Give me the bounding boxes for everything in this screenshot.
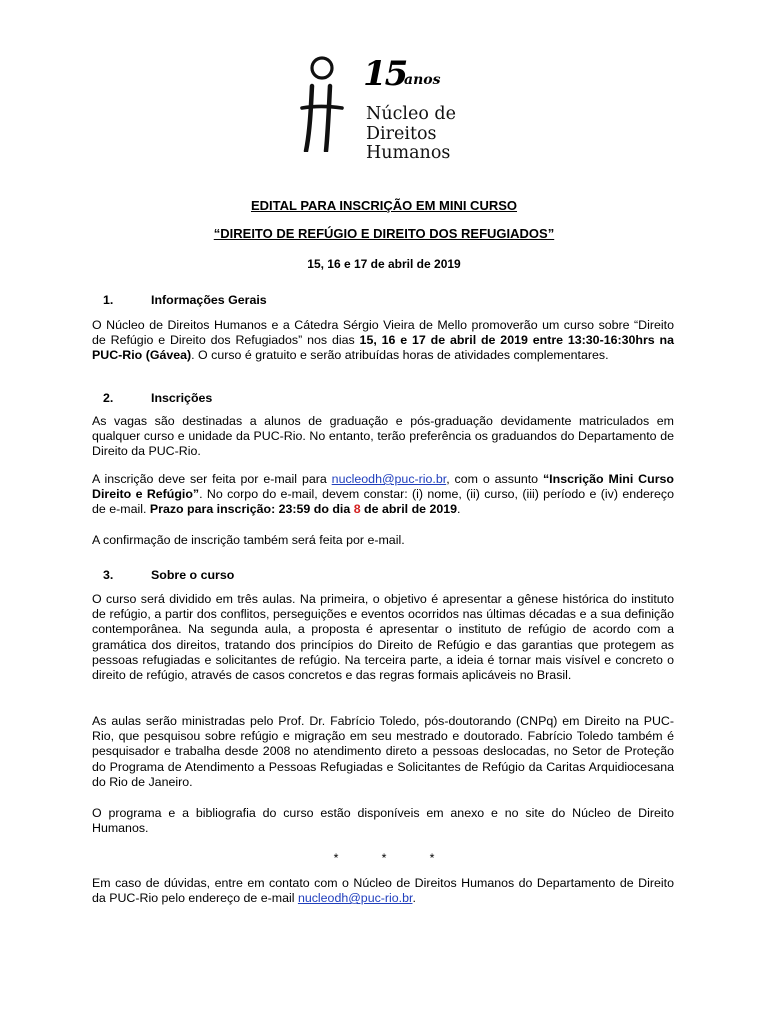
section-1-paragraph — [92, 318, 674, 364]
ndh-logo — [300, 56, 480, 171]
logo-years-number: 15 — [363, 54, 407, 94]
section-3-title: Sobre o curso — [151, 568, 235, 582]
logo-name-line1: Núcleo de — [366, 104, 456, 124]
section-1-number: 1. — [103, 293, 114, 307]
logo-years-word: anos — [404, 72, 441, 88]
deadline-day: 8 — [353, 502, 361, 517]
text-span: A inscrição deve ser feita por e-mail para — [92, 472, 332, 486]
text-span: Prazo para inscrição: 23:59 do dia — [149, 502, 354, 517]
text-span: . — [457, 502, 461, 517]
section-3-paragraph-3: O programa e a bibliografia do curso estão disponíveis em anexo e no site do Núcleo de Direito Humanos. — [92, 806, 674, 836]
section-3-paragraph-2: As aulas serão ministradas pelo Prof. Dr. Fabrício Toledo, pós-doutorando (CNPq) em Direito na PUC-Rio, que pesquisou sobre refúgio e migração em seu mestrado e doutorado. Fabrício Toledo também é pesquisador e trabalha desde 2008 no atendimento direto a pessoas deslocadas, no Setor de Proteção do Programa de Atendimento a Pessoas Refugiadas e Solicitantes de Refúgio da Caritas Arquidiocesana do Rio de Janeiro. — [92, 714, 674, 789]
section-3-heading — [103, 568, 234, 583]
separator — [0, 851, 768, 866]
section-1-title: Informações Gerais — [151, 293, 267, 307]
course-dates: 15, 16 e 17 de abril de 2019 — [307, 257, 461, 271]
closing-paragraph — [92, 876, 674, 906]
separator-star: * — [333, 851, 339, 865]
section-3-paragraph-1: O curso será dividido em três aulas. Na primeira, o objetivo é apresentar a gênese histórica do instituto de refúgio, a partir dos conflitos, perseguições e eventos ocorridos nas últimas décadas e a sua definição contemporânea. Na segunda aula, a proposta é apresentar o instituto de refúgio de acordo com a gramática dos direitos, tratando dos princípios do Direito de Refúgio e das garantias que protegem as pessoas refugiadas e solicitantes de refúgio. Na terceira parte, a ideia é tornar mais visível e concreto o direito de refúgio, através de casos concretos e das regras formais aplicáveis no Brasil. — [92, 592, 674, 683]
section-2-number: 2. — [103, 391, 114, 405]
section-2-heading — [103, 391, 212, 406]
separator-star: * — [381, 851, 387, 865]
logo-name — [366, 105, 496, 164]
registration-deadline — [150, 502, 457, 516]
text-span: , com o assunto — [446, 472, 543, 486]
text-span: . No corpo do e-mail, devem constar: (i) nome, (ii) curso, (iii) período e (iv) endereço de e-mail. — [92, 487, 674, 517]
text-span: de abril de 2019 — [360, 502, 458, 517]
ndh-logo-mark-icon — [300, 56, 360, 152]
section-2-title: Inscrições — [151, 391, 213, 405]
logo-name-line3: Humanos — [366, 143, 451, 163]
separator-star: * — [429, 851, 435, 865]
section-2-paragraph-1: As vagas são destinadas a alunos de graduação e pós-graduação devidamente matriculados em qualquer curso e unidade da PUC-Rio. No entanto, terão preferência os graduandos do Departamento de Direito da PUC-Rio. — [92, 414, 674, 459]
text-span: . O curso é gratuito e serão atribuídas horas de atividades complementares. — [191, 348, 609, 363]
section-3-number: 3. — [103, 568, 114, 582]
section-1-heading — [103, 293, 267, 308]
email-link[interactable]: nucleodh@puc-rio.br — [331, 472, 447, 486]
text-span: Em caso de dúvidas, entre em contato com o Núcleo de Direitos Humanos do Departamento de Direito da PUC-Rio pelo endereço de e-mail — [92, 876, 674, 906]
section-2-paragraph-2 — [92, 472, 674, 518]
email-subject: “Inscrição Mini Curso Direito e Refúgio” — [92, 472, 674, 502]
closing-email-link[interactable]: nucleodh@puc-rio.br — [297, 891, 413, 906]
text-span: . — [412, 891, 416, 906]
section-2-paragraph-3: A confirmação de inscrição também será feita por e-mail. — [92, 533, 405, 547]
text-span: O Núcleo de Direitos Humanos e a Cátedra Sérgio Vieira de Mello promoverão um curso sobre “Direito de Refúgio e Direito dos Refugiados” nos dias — [92, 318, 674, 348]
document-title: EDITAL PARA INSCRIÇÃO EM MINI CURSO — [250, 198, 518, 213]
course-schedule: 15, 16 e 17 de abril de 2019 entre 13:30-16:30hrs na PUC-Rio (Gávea) — [92, 333, 674, 363]
logo-name-line2: Direitos — [366, 123, 437, 144]
course-title: “DIREITO DE REFÚGIO E DIREITO DOS REFUGIADOS” — [213, 226, 555, 241]
